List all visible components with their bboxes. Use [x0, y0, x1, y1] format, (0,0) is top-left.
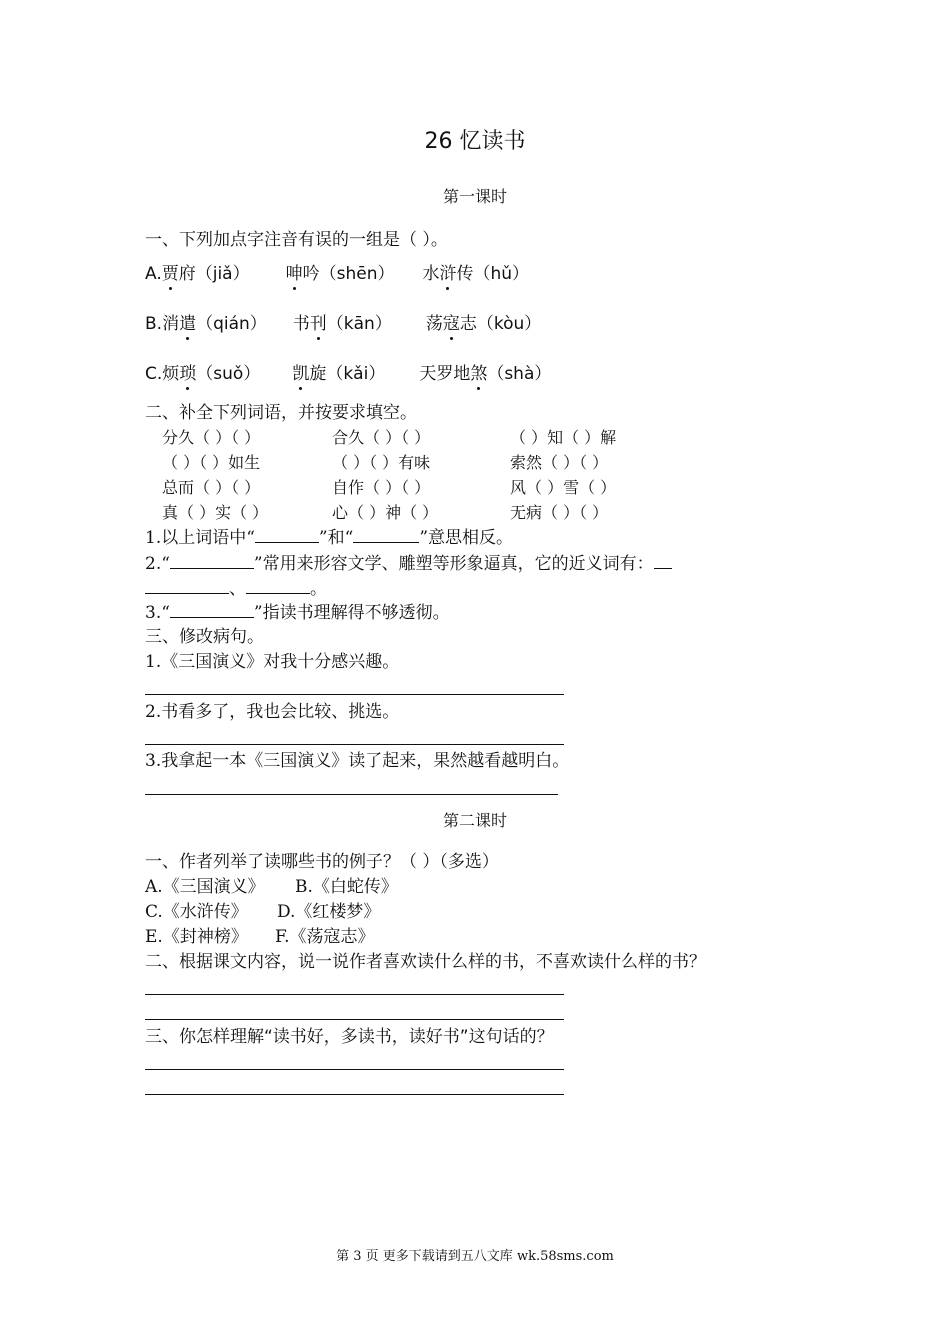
- option-a-word1-dotted: 贾: [161, 264, 179, 284]
- option-b-word3-pre: 荡: [425, 314, 443, 334]
- fill-2-blank-b[interactable]: [145, 577, 229, 594]
- option-a-row: [145, 263, 529, 285]
- sentence-item-1: 1.《三国演义》对我十分感兴趣。: [145, 652, 400, 672]
- option-b-word3-pinyin: 志（kòu）: [459, 314, 542, 334]
- lesson-two-heading: 第二课时: [442, 811, 507, 830]
- sentence-item-3: 3.我拿起一本《三国演义》读了起来，果然越看越明白。: [145, 751, 570, 771]
- option-c-word3-pre: 天罗地: [419, 364, 471, 384]
- idiom-cell: 自作（ ）（ ）: [332, 478, 431, 497]
- fill-1-text-b: ”和“: [318, 528, 354, 548]
- option-a-word3-dotted: 浒: [439, 264, 457, 284]
- answer-line[interactable]: [145, 1019, 564, 1020]
- option-c-word1-pre: 烦: [162, 364, 180, 384]
- fill-question-2-cont: [145, 577, 327, 600]
- question-1-prompt: 一、下列加点字注音有误的一组是（ ）。: [145, 230, 448, 250]
- option-b-word2-dotted: 刊: [309, 314, 327, 334]
- option-b-word1-dotted: 遣: [179, 314, 197, 334]
- page-footer: 第 3 页 更多下载请到五八文库 wk.58sms.com: [336, 1249, 614, 1264]
- lesson-one-heading: 第一课时: [442, 187, 507, 206]
- fill-2-blank-a[interactable]: [170, 552, 254, 569]
- choice-option: C.《水浒传》: [145, 902, 248, 922]
- idiom-cell: 合久（ ）（ ）: [332, 428, 431, 447]
- choice-row: [145, 876, 398, 898]
- choice-option: A.《三国演义》: [145, 877, 265, 897]
- lesson2-question-1-prompt: 一、作者列举了读哪些书的例子？（ ）（多选）: [145, 852, 499, 872]
- answer-line[interactable]: [145, 1094, 564, 1095]
- choice-option: F.《荡寇志》: [275, 927, 375, 947]
- question-2-prompt: 二、补全下列词语，并按要求填空。: [145, 403, 417, 423]
- idiom-row: [162, 500, 616, 525]
- option-c-row: [145, 363, 551, 385]
- fill-question-3: [145, 601, 450, 624]
- idiom-cell: （ ）（ ）如生: [162, 453, 261, 472]
- fill-2-blank-c[interactable]: [246, 577, 310, 594]
- fill-2-blank-b-start[interactable]: [654, 552, 672, 569]
- option-b-word1-pinyin: （qián）: [196, 314, 267, 334]
- fill-3-text-b: ”指读书理解得不够透彻。: [253, 603, 450, 623]
- option-a-word3-pinyin: 传（hǔ）: [456, 264, 530, 284]
- idiom-cell: 真（ ）实（ ）: [162, 503, 269, 522]
- option-c-word2-pinyin: 旋（kǎi）: [309, 364, 386, 384]
- option-b-word2-pinyin: （kān）: [326, 314, 392, 334]
- idiom-cell: 索然（ ）（ ）: [510, 453, 609, 472]
- idiom-cell: 分久（ ）（ ）: [162, 428, 261, 447]
- fill-1-text-a: 1.以上词语中“: [145, 528, 255, 548]
- option-a-label: A.: [145, 264, 162, 284]
- lesson2-question-3-prompt: 三、你怎样理解“读书好，多读书，读好书”这句话的？: [145, 1027, 554, 1047]
- option-b-word1-pre: 消: [162, 314, 180, 334]
- fill-3-text-a: 3.“: [145, 603, 170, 623]
- fill-1-text-c: ”意思相反。: [419, 528, 514, 548]
- choice-row: [145, 926, 375, 948]
- idiom-row: [162, 475, 616, 500]
- fill-2-end: 。: [310, 579, 327, 599]
- idiom-cell: （ ）（ ）有味: [332, 453, 431, 472]
- fill-3-blank[interactable]: [170, 601, 254, 618]
- option-c-word2-dotted: 凯: [292, 364, 310, 384]
- idiom-row: [162, 450, 616, 475]
- option-a-word1-pinyin: 府（jiǎ）: [178, 264, 250, 284]
- answer-line[interactable]: [145, 744, 564, 745]
- answer-line[interactable]: [145, 694, 564, 695]
- fill-question-1: [145, 526, 513, 549]
- option-b-word3-dotted: 寇: [442, 314, 460, 334]
- option-a-word3-pre: 水: [422, 264, 440, 284]
- option-c-word3-pinyin: （shà）: [487, 364, 552, 384]
- choice-row: [145, 901, 380, 923]
- option-c-label: C.: [145, 364, 163, 384]
- idiom-cell: 总而（ ）（ ）: [162, 478, 261, 497]
- fill-2-text-a: 2.“: [145, 554, 170, 574]
- option-c-word1-dotted: 琐: [179, 364, 197, 384]
- choice-option: B.《白蛇传》: [295, 877, 398, 897]
- fill-2-separator: 、: [229, 579, 246, 599]
- answer-line[interactable]: [145, 994, 564, 995]
- idiom-cell: （ ）知（ ）解: [510, 428, 617, 447]
- fill-1-blank-b[interactable]: [353, 526, 419, 543]
- fill-question-2: [145, 552, 672, 575]
- idiom-cell: 心（ ）神（ ）: [332, 503, 439, 522]
- answer-line[interactable]: [145, 1069, 564, 1070]
- fill-2-text-b: ”常用来形容文学、雕塑等形象逼真，它的近义词有：: [253, 554, 654, 574]
- sentence-item-2: 2.书看多了，我也会比较、挑选。: [145, 702, 400, 722]
- answer-line[interactable]: [145, 794, 558, 795]
- idiom-grid: [162, 425, 616, 525]
- choice-option: E.《封神榜》: [145, 927, 248, 947]
- idiom-cell: 无病（ ）（ ）: [510, 503, 609, 522]
- question-3-prompt: 三、修改病句。: [145, 627, 264, 647]
- option-c-word3-dotted: 煞: [470, 364, 488, 384]
- fill-1-blank-a[interactable]: [255, 526, 319, 543]
- lesson2-question-2-prompt: 二、根据课文内容，说一说作者喜欢读什么样的书，不喜欢读什么样的书？: [145, 952, 706, 972]
- choice-option: D.《红楼梦》: [277, 902, 381, 922]
- option-a-word2-pinyin: 吟（shēn）: [302, 264, 395, 284]
- option-a-word2-dotted: 呻: [285, 264, 303, 284]
- idiom-row: [162, 425, 616, 450]
- option-b-word2-pre: 书: [292, 314, 310, 334]
- option-b-row: [145, 313, 541, 335]
- page-title: 26 忆读书: [424, 129, 526, 154]
- option-c-word1-pinyin: （suǒ）: [196, 364, 261, 384]
- idiom-cell: 风（ ）雪（ ）: [510, 478, 617, 497]
- option-b-label: B.: [145, 314, 163, 334]
